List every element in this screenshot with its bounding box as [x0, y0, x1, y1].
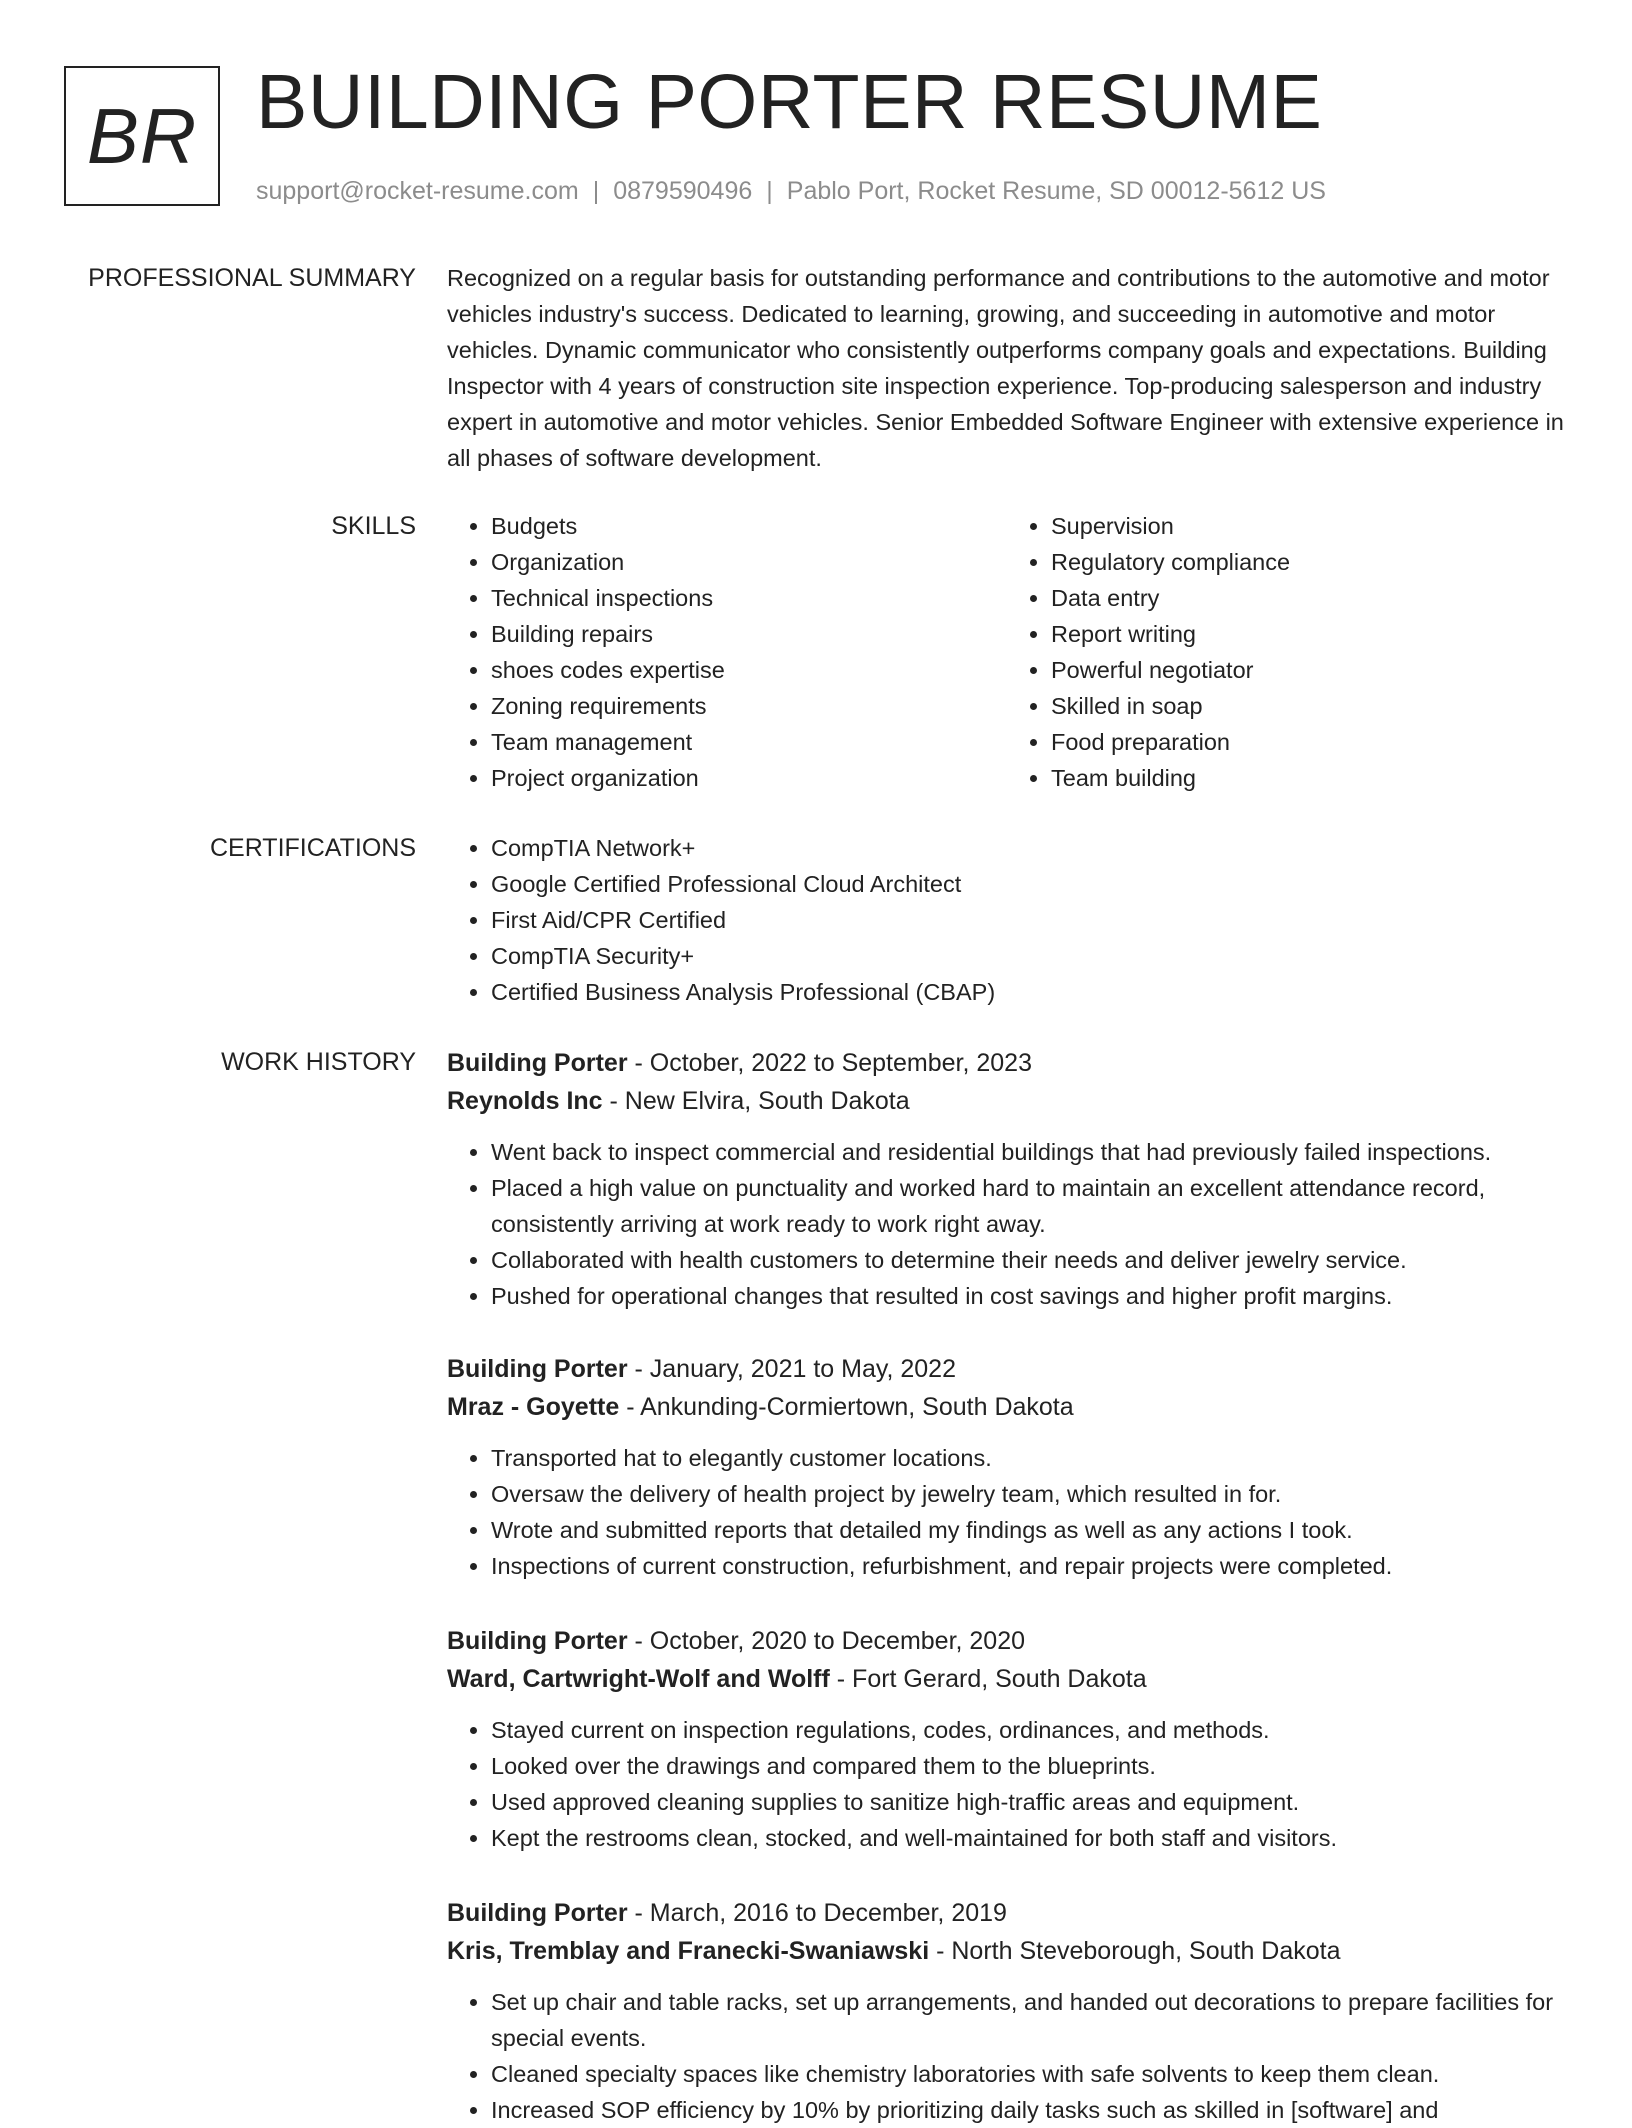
list-item: • shoes codes expertise — [491, 652, 1007, 688]
contact-separator: | — [592, 177, 600, 205]
contact-phone[interactable]: 0879590496 — [613, 177, 753, 205]
job-dates: - March, 2016 to December, 2019 — [627, 1899, 1007, 1927]
list-item: • CompTIA Network+ — [491, 830, 1567, 866]
job-title-line — [447, 1622, 1567, 1660]
section-title: WORK HISTORY — [221, 1048, 416, 1076]
list-item: • Pushed for operational changes that resulted in cost savings and higher profit margins. — [491, 1278, 1567, 1314]
job-company: Mraz - Goyette — [447, 1393, 620, 1421]
list-item: • Food preparation — [1051, 724, 1567, 760]
job-company-line — [447, 1932, 1567, 1970]
job-location: - Ankunding-Cormiertown, South Dakota — [619, 1393, 1074, 1421]
job-location: - Fort Gerard, South Dakota — [829, 1665, 1147, 1693]
list-item: • Placed a high value on punctuality and worked hard to maintain an excellent attendance record, consistently arriving at work ready to work right away. — [491, 1170, 1567, 1242]
list-item: • Organization — [491, 544, 1007, 580]
list-item: • Powerful negotiator — [1051, 652, 1567, 688]
job-entry — [447, 1622, 1567, 1856]
list-item: • Looked over the drawings and compared them to the blueprints. — [491, 1748, 1567, 1784]
job-title-line — [447, 1894, 1567, 1932]
list-item: • Collaborated with health customers to determine their needs and deliver jewelry service. — [491, 1242, 1567, 1278]
list-item: • Project organization — [491, 760, 1007, 796]
job-dates: - January, 2021 to May, 2022 — [627, 1355, 956, 1383]
job-role: Building Porter — [447, 1049, 628, 1077]
list-item: • CompTIA Security+ — [491, 938, 1567, 974]
job-role: Building Porter — [447, 1899, 628, 1927]
list-item: • Team management — [491, 724, 1007, 760]
list-item: • Inspections of current construction, refurbishment, and repair projects were completed. — [491, 1548, 1567, 1584]
list-item: • Wrote and submitted reports that detailed my findings as well as any actions I took. — [491, 1512, 1567, 1548]
list-item: • Budgets — [491, 508, 1007, 544]
list-item: • Team building — [1051, 760, 1567, 796]
list-item: • Technical inspections — [491, 580, 1007, 616]
list-item: • Transported hat to elegantly customer locations. — [491, 1440, 1567, 1476]
job-bullets — [447, 1984, 1567, 2128]
monogram-logo: BR — [64, 66, 220, 206]
section-title: SKILLS — [331, 512, 416, 540]
job-entry — [447, 1350, 1567, 1584]
job-entry — [447, 1044, 1567, 1314]
list-item: • Set up chair and table racks, set up arrangements, and handed out decorations to prepare facilities for special events. — [491, 1984, 1567, 2056]
list-item: • Oversaw the delivery of health project by jewelry team, which resulted in for. — [491, 1476, 1567, 1512]
list-item: • Increased SOP efficiency by 10% by prioritizing daily tasks such as skilled in [software] and — [491, 2092, 1567, 2128]
contact-address: Pablo Port, Rocket Resume, SD 00012-5612 US — [786, 177, 1326, 205]
section-title: CERTIFICATIONS — [209, 834, 416, 862]
summary-text: Recognized on a regular basis for outstanding performance and contributions to the automotive and motor vehicles industry's success. Dedicated to learning, growing, and succeeding in automotive and motor vehicles. Dynamic communicator who consistently outperforms company goals and expectations. Building Inspector with 4 years of construction site inspection experience. Top-producing salesperson and industry expert in automotive and motor vehicles. Senior Embedded Software Engineer with extensive experience in all phases of software development. — [447, 265, 1564, 471]
job-entry — [447, 1894, 1567, 2128]
list-item: • Regulatory compliance — [1051, 544, 1567, 580]
section-title: PROFESSIONAL SUMMARY — [88, 264, 416, 292]
job-title-line — [447, 1350, 1567, 1388]
list-item: • First Aid/CPR Certified — [491, 902, 1567, 938]
list-item: • Skilled in soap — [1051, 688, 1567, 724]
certifications-list — [447, 830, 1567, 1010]
job-dates: - October, 2020 to December, 2020 — [627, 1627, 1026, 1655]
job-company-line — [447, 1660, 1567, 1698]
job-role: Building Porter — [447, 1627, 628, 1655]
section-body — [447, 260, 1569, 476]
list-item: • Stayed current on inspection regulations, codes, ordinances, and methods. — [491, 1712, 1567, 1748]
job-bullets — [447, 1440, 1567, 1584]
section-body — [447, 830, 1567, 1010]
list-item: • Cleaned specialty spaces like chemistry laboratories with safe solvents to keep them clean. — [491, 2056, 1567, 2092]
list-item: • Building repairs — [491, 616, 1007, 652]
list-item: • Google Certified Professional Cloud Architect — [491, 866, 1567, 902]
list-item: • Went back to inspect commercial and residential buildings that had previously failed inspections. — [491, 1134, 1567, 1170]
job-location: - New Elvira, South Dakota — [602, 1087, 910, 1115]
job-location: - North Steveborough, South Dakota — [929, 1937, 1341, 1965]
job-company: Reynolds Inc — [447, 1087, 603, 1115]
job-company-line — [447, 1082, 1567, 1120]
contact-email[interactable]: support@rocket-resume.com — [256, 177, 579, 205]
job-dates: - October, 2022 to September, 2023 — [627, 1049, 1032, 1077]
skills-grid — [447, 508, 1567, 796]
contact-line — [256, 175, 1326, 207]
list-item: • Report writing — [1051, 616, 1567, 652]
skills-list-left — [447, 508, 1007, 796]
job-bullets — [447, 1712, 1567, 1856]
contact-separator: | — [766, 177, 773, 205]
list-item: • Certified Business Analysis Professional (CBAP) — [491, 974, 1567, 1010]
resume-title: BUILDING PORTER RESUME — [256, 59, 1323, 145]
job-role: Building Porter — [447, 1355, 628, 1383]
job-company-line — [447, 1388, 1567, 1426]
job-bullets — [447, 1134, 1567, 1314]
skills-list-right — [1007, 508, 1567, 796]
list-item: • Data entry — [1051, 580, 1567, 616]
list-item: • Kept the restrooms clean, stocked, and well-maintained for both staff and visitors. — [491, 1820, 1567, 1856]
job-company: Kris, Tremblay and Franecki-Swaniawski — [447, 1937, 930, 1965]
job-company: Ward, Cartwright-Wolf and Wolff — [447, 1665, 830, 1693]
list-item: • Supervision — [1051, 508, 1567, 544]
list-item: • Zoning requirements — [491, 688, 1007, 724]
list-item: • Used approved cleaning supplies to sanitize high-traffic areas and equipment. — [491, 1784, 1567, 1820]
job-title-line — [447, 1044, 1567, 1082]
